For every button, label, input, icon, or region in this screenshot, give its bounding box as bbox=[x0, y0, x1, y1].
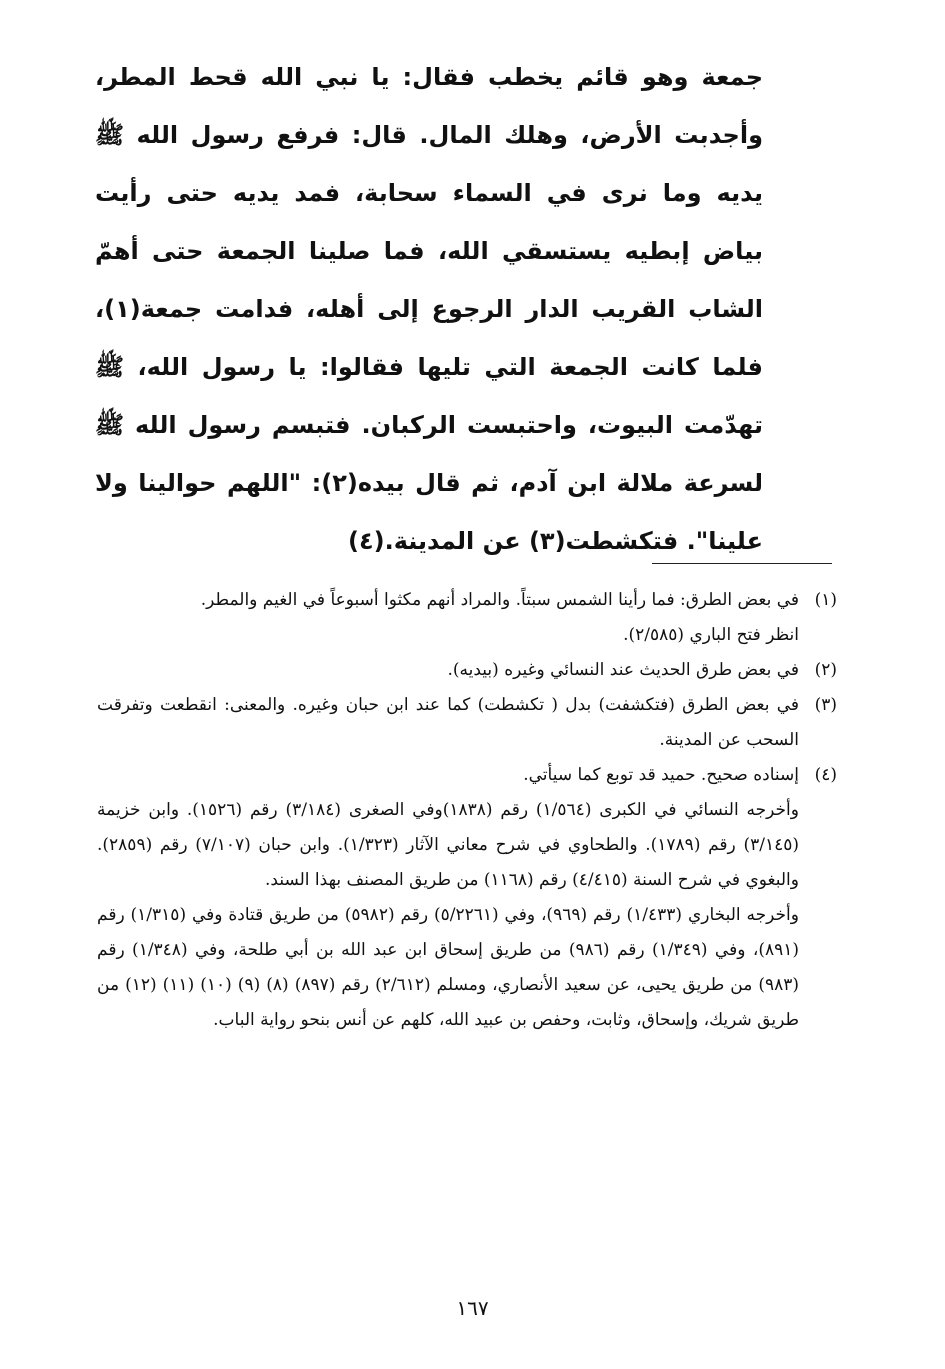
footnote-line: في بعض الطرق: فما رأينا الشمس سبتاً. والمراد أنهم مكثوا أسبوعاً في الغيم والمطر. bbox=[200, 590, 799, 610]
footnote-4 bbox=[97, 758, 837, 793]
footnote-2 bbox=[97, 653, 837, 688]
footnote-line: في بعض طرق الحديث عند النسائي وغيره (بيديه). bbox=[447, 660, 799, 680]
footnote-separator bbox=[652, 563, 832, 564]
footnotes-section bbox=[97, 583, 837, 1038]
footnote-body bbox=[97, 758, 799, 793]
footnote-body bbox=[97, 583, 799, 653]
footnote-body bbox=[97, 653, 799, 688]
footnote-number: (٢) bbox=[814, 660, 837, 680]
footnote-1 bbox=[97, 583, 837, 653]
footnote-line: إسناده صحيح. حميد قد توبع كما سيأتي. bbox=[523, 765, 799, 785]
footnote-3 bbox=[97, 688, 837, 758]
footnote-body bbox=[97, 688, 799, 758]
footnote-number: (١) bbox=[814, 590, 837, 610]
footnote-continuation-paragraph: وأخرجه البخاري (١/٤٣٣) رقم (٩٦٩)، وفي (٥/٢٢٦١) رقم (٥٩٨٢) من طريق قتادة وفي (١/٣١٥) رقم (٨٩١)، وفي (١/٣٤٩) رقم (٩٨٦) من طريق إسحاق ابن عبد الله بن أبي طلحة، وفي (١/٣٤٨) رقم (٩٨٣) من طريق يحيى، عن سعيد الأنصاري، ومسلم (٢/٦١٢) رقم (٨٩٧) (٨) (٩) (١٠) (١١) (١٢) من طريق شريك، وإسحاق، وثابت، وحفص بن عبيد الله، كلهم عن أنس بنحو رواية الباب. bbox=[97, 905, 800, 1030]
footnote-continuation-paragraph: وأخرجه النسائي في الكبرى (١/٥٦٤) رقم (١٨٣٨)وفي الصغرى (٣/١٨٤) رقم (١٥٢٦). وابن خزيمة (٣/١٤٥) رقم (١٧٨٩). والطحاوي في شرح معاني الآثار (١/٣٢٣). وابن حبان (٧/١٠٧) رقم (٢٨٥٩). والبغوي في شرح السنة (٤/٤١٥) رقم (١١٦٨) من طريق المصنف بهذا السند. bbox=[97, 800, 799, 890]
page-number: ١٦٧ bbox=[456, 1296, 489, 1320]
footnote-number: (٤) bbox=[814, 765, 837, 785]
footnote-number: (٣) bbox=[814, 695, 837, 715]
main-paragraph: جمعة وهو قائم يخطب فقال: يا نبي الله قحط المطر، وأجدبت الأرض، وهلك المال. قال: فرفع رسول الله ﷺ يديه وما نرى في السماء سحابة، فمد يديه حتى رأيت بياض إبطيه يستسقي الله، فما صلينا الجمعة حتى أهمّ الشاب القريب الدار الرجوع إلى أهله، فدامت جمعة(١)، فلما كانت الجمعة التي تليها فقالوا: يا رسول الله، ﷺ تهدّمت البيوت، واحتبست الركبان. فتبسم رسول الله ﷺ لسرعة ملالة ابن آدم، ثم قال بيده(٢): "اللهم حوالينا ولا علينا". فتكشطت(٣) عن المدينة.(٤) bbox=[95, 63, 764, 555]
footnote-line: في بعض الطرق (فتكشفت) بدل ( تكشطت) كما عند ابن حبان وغيره. والمعنى: انقطعت وتفرقت السحب عن المدينة. bbox=[97, 695, 799, 750]
main-body-text bbox=[95, 48, 763, 570]
footnote-line: انظر فتح الباري (٢/٥٨٥). bbox=[623, 625, 799, 645]
